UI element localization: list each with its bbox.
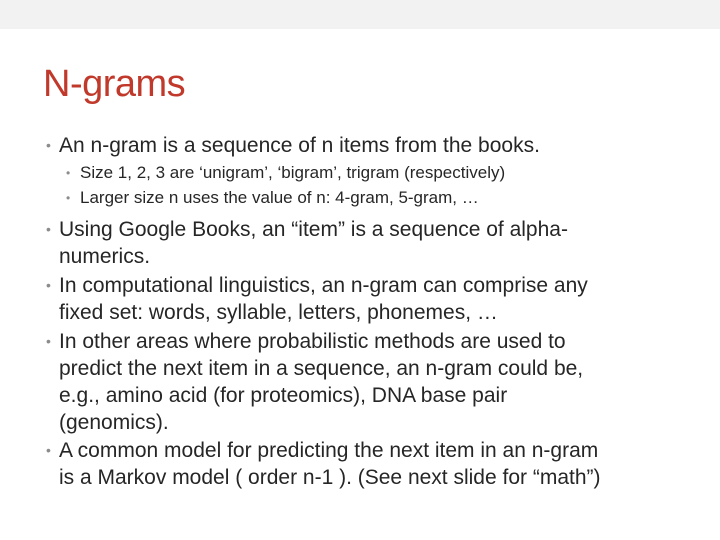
bullet-marker: •	[66, 166, 71, 180]
bullet-line: In computational linguistics, an n-gram can comprise any	[59, 274, 588, 297]
bullet-line: predict the next item in a sequence, an n-gram could be,	[59, 357, 584, 380]
bullet-line: numerics.	[59, 245, 151, 268]
bullet-line: A common model for predicting the next item in an n-gram	[59, 439, 599, 462]
bullet-marker: •	[66, 191, 71, 205]
sub-bullet-larger-size	[66, 186, 696, 210]
bullet-marker: •	[46, 333, 51, 349]
bullet-line: is a Markov model ( order n-1 ). (See next slide for “math”)	[59, 466, 601, 489]
bullet-text: An n-gram is a sequence of n items from the books.	[59, 134, 540, 157]
bullet-computational-linguistics	[46, 272, 696, 326]
bullet-line: Using Google Books, an “item” is a sequence of alpha-	[59, 218, 568, 241]
bullet-probabilistic-methods	[46, 328, 696, 436]
bullet-marker: •	[46, 137, 51, 153]
bullet-ngram-definition	[46, 132, 696, 159]
slide-title: N-grams	[43, 63, 186, 105]
bullet-marker: •	[46, 442, 51, 458]
bullet-line: In other areas where probabilistic methods are used to	[59, 330, 566, 353]
bullet-markov-model	[46, 437, 696, 491]
sub-bullet-text: Size 1, 2, 3 are ‘unigram’, ‘bigram’, trigram (respectively)	[80, 163, 506, 182]
sub-bullet-text: Larger size n uses the value of n: 4-gram, 5-gram, …	[80, 188, 479, 207]
sub-bullet-sizes	[66, 161, 696, 185]
bullet-line: (genomics).	[59, 411, 169, 434]
bullet-google-books	[46, 216, 696, 270]
bullet-line: e.g., amino acid (for proteomics), DNA base pair	[59, 384, 508, 407]
bullet-line: fixed set: words, syllable, letters, phonemes, …	[59, 301, 498, 324]
bullet-marker: •	[46, 221, 51, 237]
bullet-marker: •	[46, 277, 51, 293]
